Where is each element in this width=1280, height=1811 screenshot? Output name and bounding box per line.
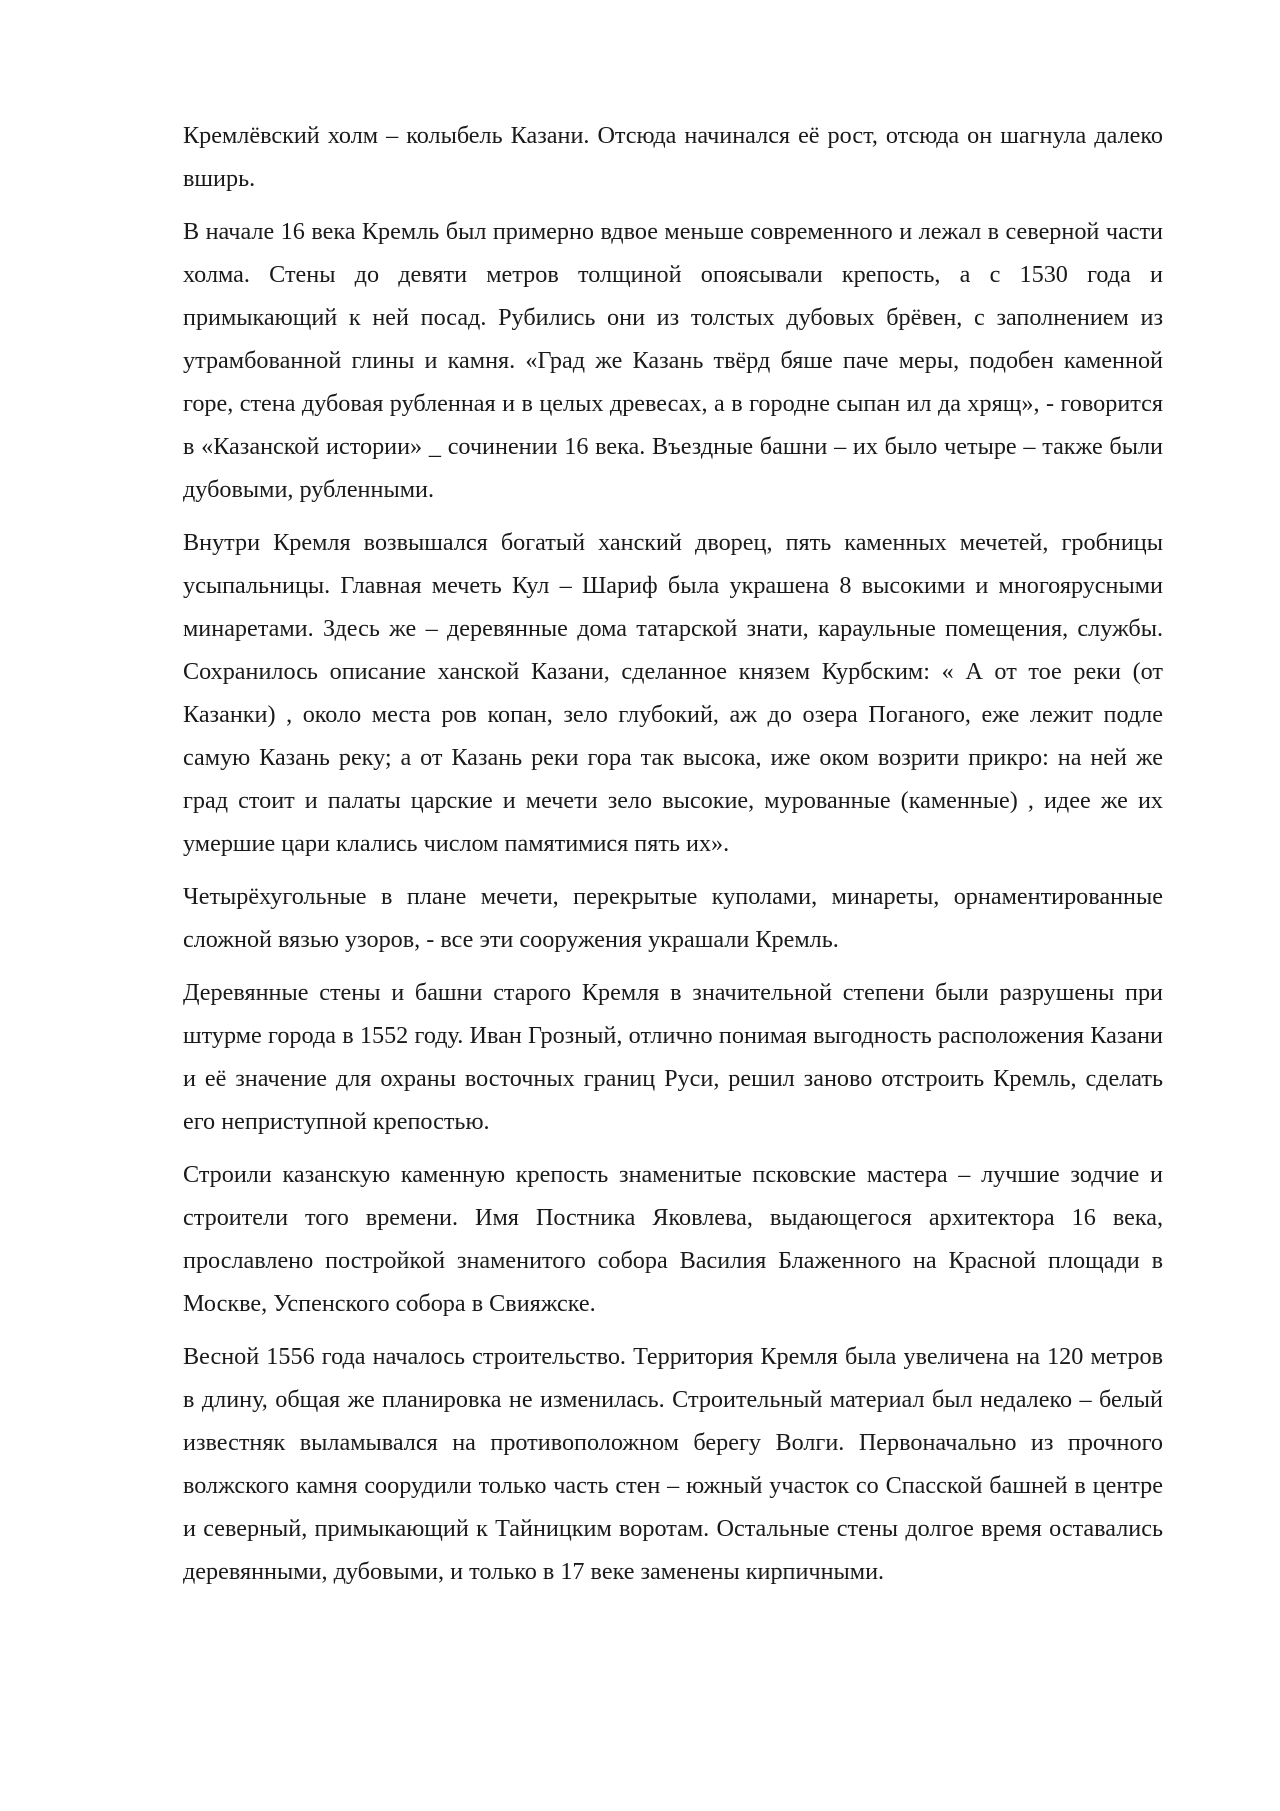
paragraph-kremlin-hill: Кремлёвский холм – колыбель Казани. Отсюда начинался её рост, отсюда он шагнула далеко вширь.	[183, 122, 1163, 192]
paragraph-early-kremlin: В начале 16 века Кремль был примерно вдвое меньше современного и лежал в северной части холма. Стены до девяти метров толщиной опоясывали крепость, а с 1530 года и примыкающий к ней посад. Рубились они из толстых дубовых брёвен, с заполнением из утрамбованной глины и камня. «Град же Казань твёрд бяше паче меры, подобен каменной горе, стена дубовая рубленная и в целых древесах, а в городне сыпан ил да хрящ», - говорится в «Казанской истории» _ сочинении 16 века. Въездные башни – их было четыре – также были дубовыми, рубленными.	[183, 218, 1163, 503]
paragraph-inside-kremlin: Внутри Кремля возвышался богатый ханский дворец, пять каменных мечетей, гробницы усыпальницы. Главная мечеть Кул – Шариф была украшена 8 высокими и многоярусными минаретами. Здесь же – деревянные дома татарской знати, караульные помещения, службы. Сохранилось описание ханской Казани, сделанное князем Курбским: « А от тое реки (от Казанки) , около места ров копан, зело глубокий, аж до озера Поганого, еже лежит подле самую Казань реку; а от Казань реки гора так высока, иже оком возрити прикро: на ней же град стоит и палаты царские и мечети зело высокие, мурованные (каменные) , идее же их умершие цари клались числом памятимися пять их».	[183, 529, 1163, 857]
paragraph-destruction: Деревянные стены и башни старого Кремля в значительной степени были разрушены при штурме города в 1552 году. Иван Грозный, отлично понимая выгодность расположения Казани и её значение для охраны восточных границ Руси, решил заново отстроить Кремль, сделать его неприступной крепостью.	[183, 979, 1163, 1135]
paragraph-construction: Весной 1556 года началось строительство. Территория Кремля была увеличена на 120 метров в длину, общая же планировка не изменилась. Строительный материал был недалеко – белый известняк выламывался на противоположном берегу Волги. Первоначально из прочного волжского камня соорудили только часть стен – южный участок со Спасской башней в центре и северный, примыкающий к Тайницким воротам. Остальные стены долгое время оставались деревянными, дубовыми, и только в 17 веке заменены кирпичными.	[183, 1343, 1163, 1585]
document-page	[183, 114, 1163, 1603]
paragraph-pskov-masters: Строили казанскую каменную крепость знаменитые псковские мастера – лучшие зодчие и строители того времени. Имя Постника Яковлева, выдающегося архитектора 16 века, прославлено постройкой знаменитого собора Василия Блаженного на Красной площади в Москве, Успенского собора в Свияжске.	[183, 1161, 1163, 1317]
paragraph-mosques: Четырёхугольные в плане мечети, перекрытые куполами, минареты, орнаментированные сложной вязью узоров, - все эти сооружения украшали Кремль.	[183, 883, 1163, 953]
